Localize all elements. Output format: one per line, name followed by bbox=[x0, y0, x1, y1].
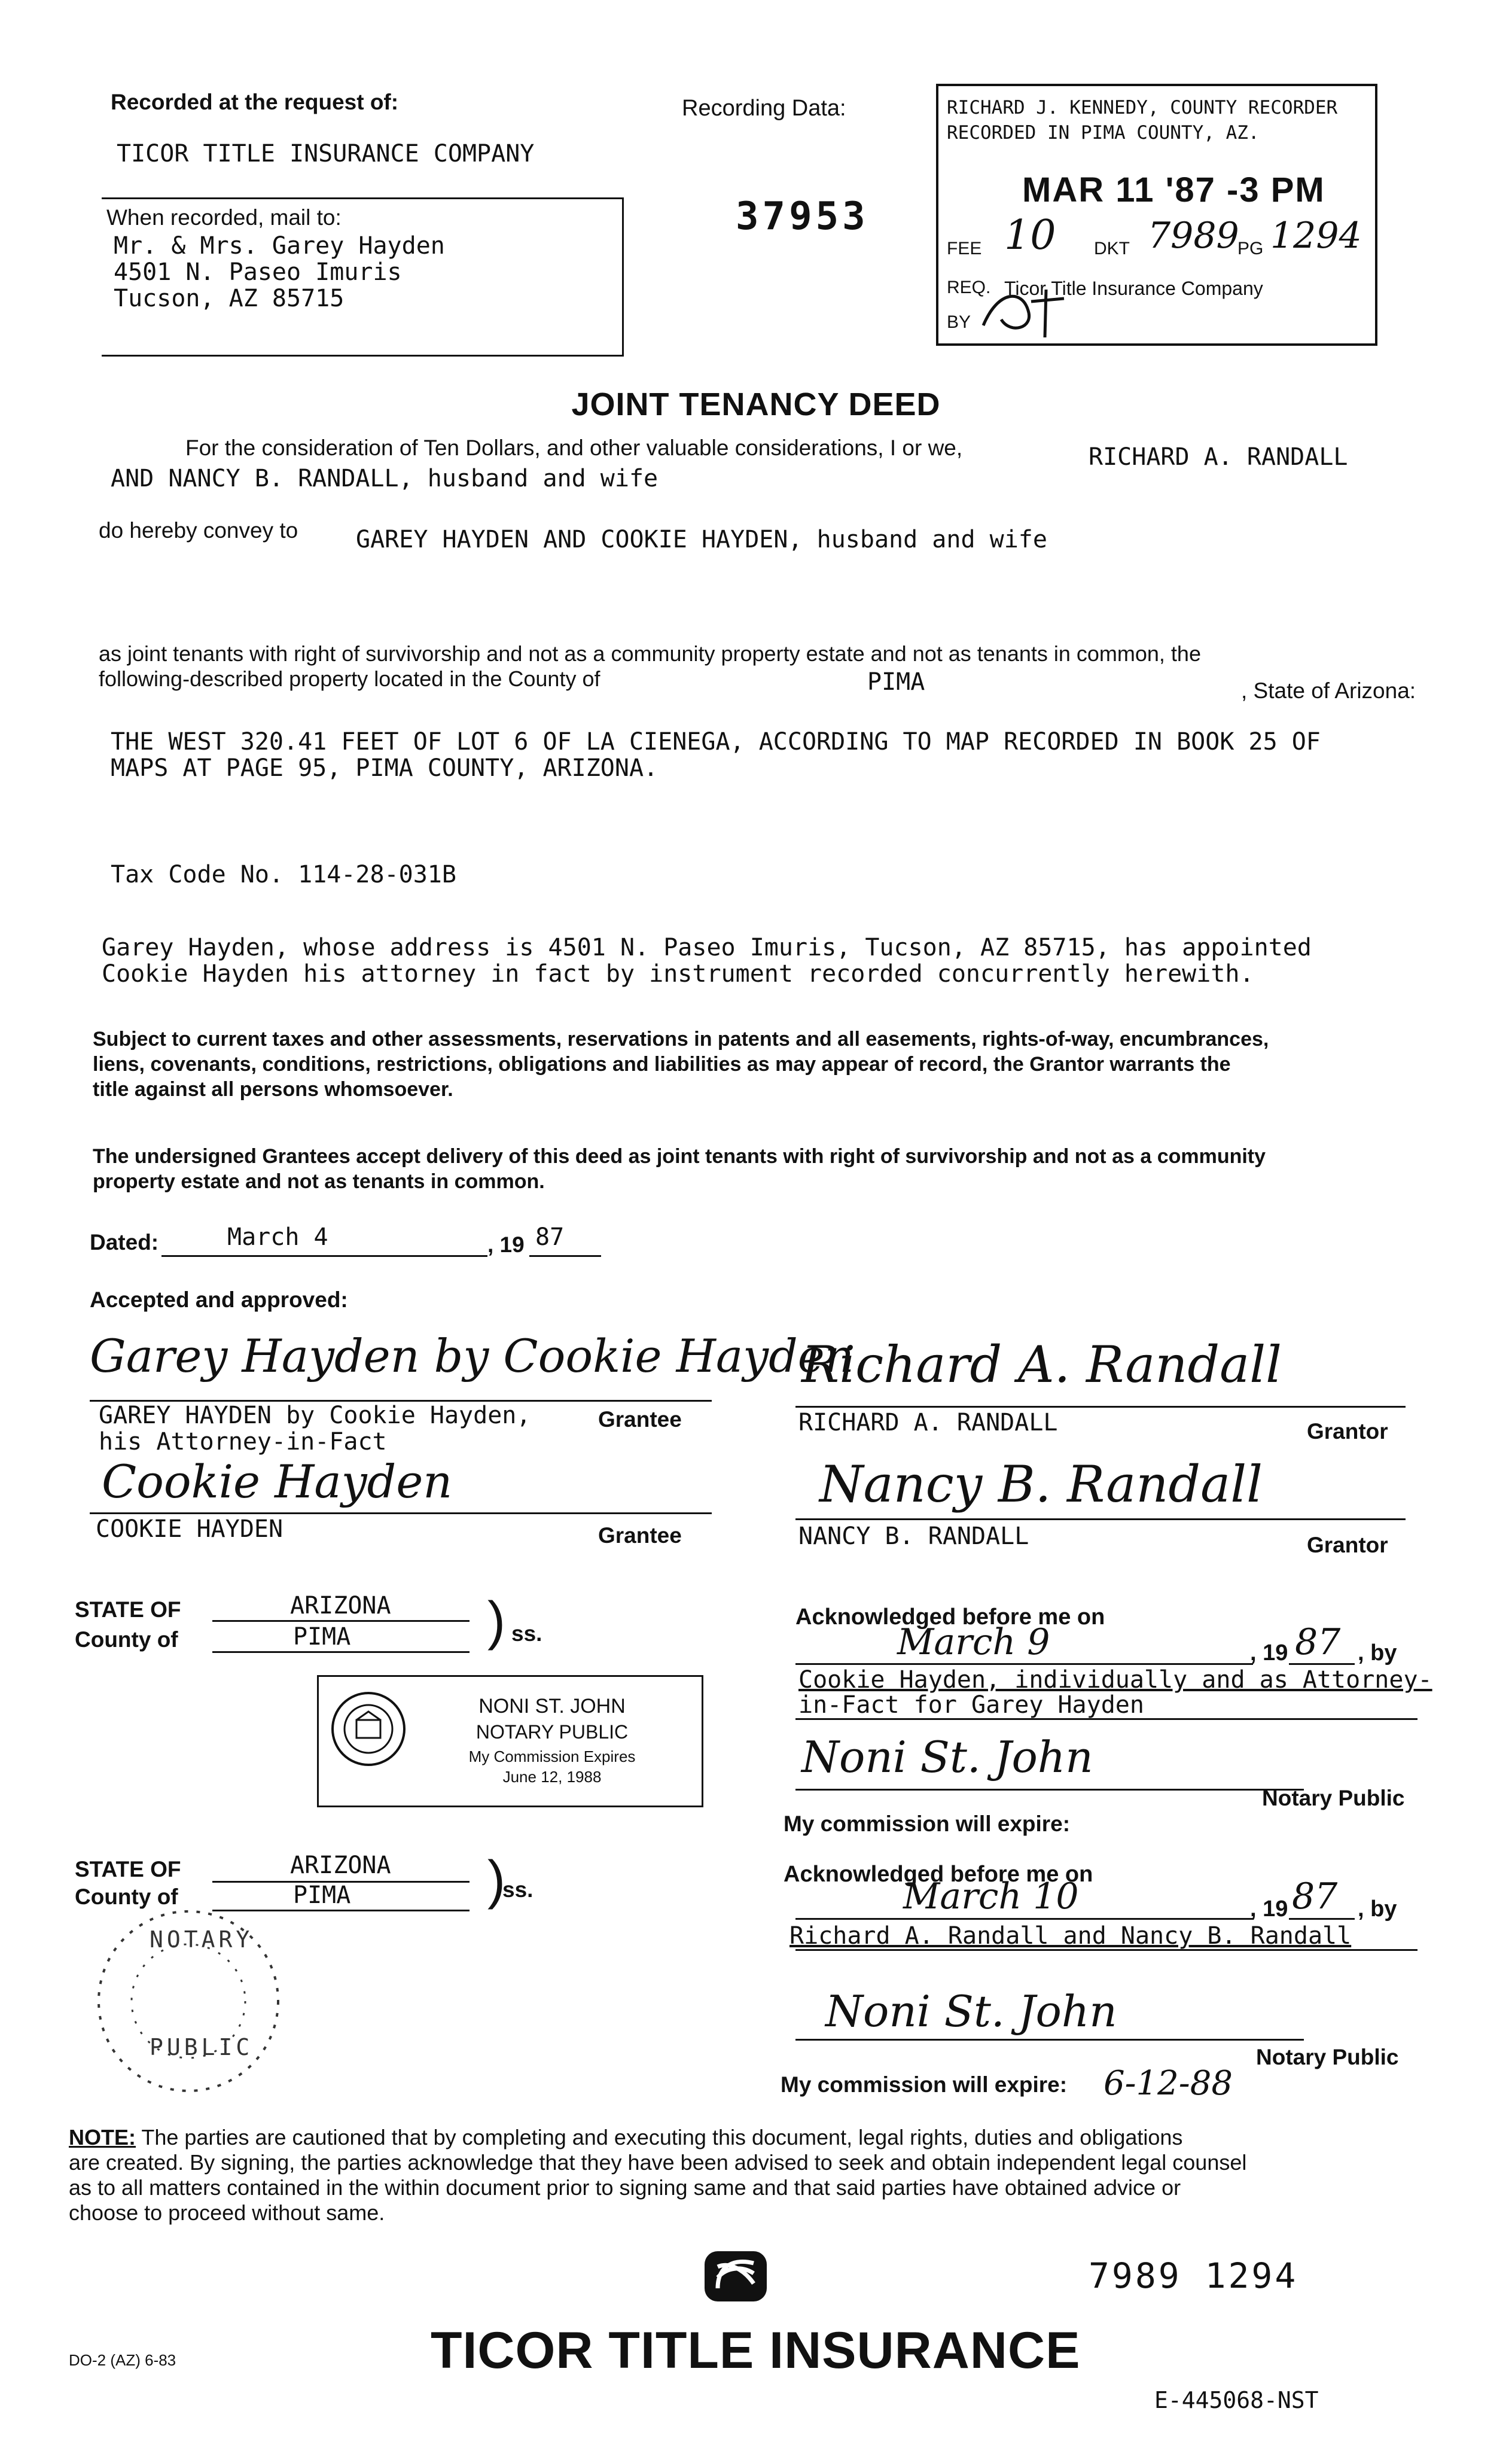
state-suffix: , State of Arizona: bbox=[1241, 678, 1416, 703]
notary1-ss: ss. bbox=[511, 1621, 542, 1646]
grantee1-name-line2: his Attorney-in-Fact bbox=[99, 1428, 387, 1456]
grantors-part2: AND NANCY B. RANDALL, husband and wife bbox=[111, 465, 659, 492]
survivorship-line1: as joint tenants with right of survivorship and not as a community property estate and not as tenants in common, the bbox=[99, 641, 1201, 666]
grantor2-name: NANCY B. RANDALL bbox=[798, 1523, 1029, 1550]
notary2-ack-date-line bbox=[795, 1918, 1253, 1920]
dated-year: 87 bbox=[535, 1223, 565, 1251]
notary1-stamp-name: NONI ST. JOHN bbox=[478, 1695, 626, 1718]
grantee2-role: Grantee bbox=[598, 1523, 682, 1548]
property-county: PIMA bbox=[867, 668, 925, 696]
grantee1-role: Grantee bbox=[598, 1407, 682, 1432]
recorder-stamp bbox=[936, 84, 1377, 346]
notary1-stamp-title: NOTARY PUBLIC bbox=[475, 1721, 629, 1743]
note-line2: are created. By signing, the parties acknowledge that they have been advised to seek and obtain independent legal counsel bbox=[69, 2150, 1247, 2175]
notary2-ack-line1: Richard A. Randall and Nancy B. Randall bbox=[789, 1922, 1352, 1950]
notary2-county: PIMA bbox=[293, 1881, 351, 1909]
notary1-ack-line2: in-Fact for Garey Hayden bbox=[798, 1691, 1144, 1719]
notary2-commission-value: 6-12-88 bbox=[1103, 2064, 1233, 2103]
recording-data-label: Recording Data: bbox=[682, 96, 846, 121]
deed-title: JOINT TENANCY DEED bbox=[571, 386, 941, 422]
dated-value: March 4 bbox=[227, 1223, 328, 1251]
grantor2-sign-line bbox=[795, 1518, 1406, 1520]
dated-label: Dated: bbox=[90, 1230, 159, 1255]
docket-value: 7989 bbox=[1148, 215, 1239, 257]
notary1-ack-label: Acknowledged before me on bbox=[795, 1605, 1105, 1630]
subject-line2: liens, covenants, conditions, restrictions, obligations and liabilities as may appear of record, the Grantor warrants the bbox=[93, 1053, 1231, 1076]
fee-value: 10 bbox=[1004, 212, 1056, 259]
recorder-stamp-line1: RICHARD J. KENNEDY, COUNTY RECORDER bbox=[947, 97, 1338, 118]
seal-text-top: NOTARY bbox=[150, 1926, 254, 1953]
notary1-state-line bbox=[212, 1620, 470, 1622]
notary2-year-prefix: , 19 bbox=[1250, 1896, 1288, 1922]
notary1-ack-date-line bbox=[795, 1663, 1253, 1665]
mail-to-label: When recorded, mail to: bbox=[106, 205, 342, 230]
notary2-sign-line bbox=[795, 2039, 1304, 2041]
notary2-brace: ) bbox=[487, 1850, 505, 1910]
notary1-stamp-expiry: June 12, 1988 bbox=[502, 1768, 602, 1786]
tax-code: Tax Code No. 114-28-031B bbox=[111, 861, 456, 888]
notary1-year-prefix: , 19 bbox=[1250, 1640, 1288, 1666]
recorder-stamp-line2: RECORDED IN PIMA COUNTY, AZ. bbox=[947, 122, 1260, 144]
note-line4: choose to proceed without same. bbox=[69, 2200, 385, 2225]
notary2-embossed-seal bbox=[72, 1902, 305, 2100]
grantees-accept-line2: property estate and not as tenants in common. bbox=[93, 1170, 545, 1193]
notary2-county-label: County of bbox=[75, 1884, 178, 1909]
notary1-signature: Noni St. John bbox=[801, 1732, 1093, 1782]
notary1-commission-label: My commission will expire: bbox=[784, 1811, 1071, 1836]
note-line1-text: The parties are cautioned that by completing and executing this document, legal rights, duties and obligations bbox=[136, 2125, 1183, 2150]
grantee2-sign-line bbox=[90, 1512, 712, 1514]
book-page-number: 7989 1294 bbox=[1089, 2255, 1298, 2296]
accepted-approved-label: Accepted and approved: bbox=[90, 1287, 348, 1312]
notary2-ss: ss. bbox=[502, 1877, 534, 1902]
notary1-state: ARIZONA bbox=[290, 1592, 391, 1619]
notary1-ack-line1: Cookie Hayden, individually and as Attorney- bbox=[798, 1666, 1432, 1694]
recorder-initials-signature bbox=[974, 284, 1070, 340]
document-number: 37953 bbox=[736, 194, 869, 239]
grantees-accept-line1: The undersigned Grantees accept delivery of this deed as joint tenants with right of survivorship and not as a community bbox=[93, 1145, 1266, 1168]
legal-description-line1: THE WEST 320.41 FEET OF LOT 6 OF LA CIENEGA, ACCORDING TO MAP RECORDED IN BOOK 25 OF bbox=[111, 728, 1321, 756]
notary-seal-icon bbox=[330, 1690, 407, 1768]
notary2-state: ARIZONA bbox=[290, 1852, 391, 1879]
legal-description-line2: MAPS AT PAGE 95, PIMA COUNTY, ARIZONA. bbox=[111, 754, 659, 782]
reference-number: E-445068-NST bbox=[1154, 2387, 1319, 2413]
form-code: DO-2 (AZ) 6-83 bbox=[69, 2351, 176, 2369]
dated-line bbox=[161, 1255, 487, 1257]
notary2-signature: Noni St. John bbox=[825, 1986, 1117, 2036]
notary1-sign-line bbox=[795, 1789, 1304, 1791]
notary1-by-label: , by bbox=[1358, 1640, 1397, 1666]
grantor1-signature: Richard A. Randall bbox=[801, 1335, 1282, 1394]
req-value: Ticor Title Insurance Company bbox=[1004, 278, 1263, 299]
grantor1-sign-line bbox=[795, 1406, 1406, 1408]
notary2-year-line bbox=[1289, 1918, 1355, 1920]
notary2-by-label: , by bbox=[1358, 1896, 1397, 1922]
page-value: 1294 bbox=[1270, 215, 1362, 257]
recorded-at-request-label: Recorded at the request of: bbox=[111, 90, 399, 114]
grantors-part1: RICHARD A. RANDALL bbox=[1089, 443, 1348, 471]
recorder-stamp-date: MAR 11 '87 -3 PM bbox=[1022, 171, 1325, 209]
grantee1-signature: Garey Hayden by Cookie Hayden bbox=[90, 1329, 854, 1383]
ticor-logo-icon bbox=[700, 2246, 772, 2306]
fee-label: FEE bbox=[947, 239, 982, 258]
docket-label: DKT bbox=[1094, 239, 1130, 258]
consideration-text: For the consideration of Ten Dollars, and other valuable considerations, I or we, bbox=[185, 436, 963, 460]
mail-line-3: Tucson, AZ 85715 bbox=[114, 285, 345, 312]
note-label: NOTE: bbox=[69, 2125, 136, 2150]
grantee2-name: COOKIE HAYDEN bbox=[96, 1515, 284, 1543]
notary1-state-label: STATE OF bbox=[75, 1597, 181, 1622]
grantee1-name-line1: GAREY HAYDEN by Cookie Hayden, bbox=[99, 1402, 531, 1429]
subject-line3: title against all persons whomsoever. bbox=[93, 1078, 453, 1101]
notary1-year-line bbox=[1289, 1663, 1355, 1665]
grantor1-name: RICHARD A. RANDALL bbox=[798, 1409, 1058, 1436]
notary1-brace: ) bbox=[487, 1591, 505, 1651]
requester-name: TICOR TITLE INSURANCE COMPANY bbox=[117, 140, 535, 168]
grantor2-role: Grantor bbox=[1307, 1533, 1388, 1557]
seal-text-bottom: PUBLIC bbox=[150, 2034, 254, 2060]
mail-line-1: Mr. & Mrs. Garey Hayden bbox=[114, 232, 445, 260]
notary2-commission-label: My commission will expire: bbox=[781, 2072, 1068, 2097]
notary1-ack-underline bbox=[795, 1718, 1418, 1720]
page-label: PG bbox=[1237, 239, 1264, 258]
notary1-ack-date: March 9 bbox=[897, 1621, 1050, 1663]
grantee2-signature: Cookie Hayden bbox=[102, 1455, 453, 1508]
notary2-ack-label: Acknowledged before me on bbox=[784, 1862, 1093, 1887]
notary1-year: 87 bbox=[1295, 1621, 1341, 1663]
dated-year-line bbox=[529, 1255, 601, 1257]
req-label: REQ. bbox=[947, 278, 991, 297]
notary1-stamp bbox=[317, 1675, 703, 1807]
attorney-line1: Garey Hayden, whose address is 4501 N. Paseo Imuris, Tucson, AZ 85715, has appointed bbox=[102, 934, 1312, 961]
notary1-label: Notary Public bbox=[1262, 1786, 1405, 1810]
convey-text: do hereby convey to bbox=[99, 518, 298, 543]
mail-to-box bbox=[102, 197, 624, 357]
mail-line-2: 4501 N. Paseo Imuris bbox=[114, 258, 402, 286]
grantor2-signature: Nancy B. Randall bbox=[819, 1455, 1263, 1514]
notary2-ack-underline bbox=[795, 1949, 1418, 1951]
notary1-stamp-commission: My Commission Expires bbox=[468, 1747, 636, 1765]
attorney-line2: Cookie Hayden his attorney in fact by instrument recorded concurrently herewith. bbox=[102, 960, 1254, 988]
notary2-ack-date: March 10 bbox=[903, 1876, 1079, 1917]
by-label: BY bbox=[947, 312, 971, 332]
notary2-year: 87 bbox=[1292, 1876, 1338, 1917]
notary2-state-label: STATE OF bbox=[75, 1857, 181, 1881]
note-line3: as to all matters contained in the within document prior to signing same and that said parties have obtained advice or bbox=[69, 2175, 1181, 2200]
notary1-county-line bbox=[212, 1651, 470, 1653]
dated-year-prefix: , 19 bbox=[487, 1232, 525, 1257]
note-line1 bbox=[69, 2125, 1426, 2150]
notary2-label: Notary Public bbox=[1256, 2045, 1399, 2069]
notary1-county-label: County of bbox=[75, 1627, 178, 1652]
notary1-county: PIMA bbox=[293, 1623, 351, 1651]
survivorship-line2: following-described property located in the County of bbox=[99, 666, 600, 691]
subject-line1: Subject to current taxes and other assessments, reservations in patents and all easements, rights-of-way, encumbrances, bbox=[93, 1028, 1269, 1051]
company-wordmark: TICOR TITLE INSURANCE bbox=[431, 2322, 1081, 2379]
grantees-names: GAREY HAYDEN AND COOKIE HAYDEN, husband and wife bbox=[356, 526, 1047, 553]
grantor1-role: Grantor bbox=[1307, 1419, 1388, 1444]
